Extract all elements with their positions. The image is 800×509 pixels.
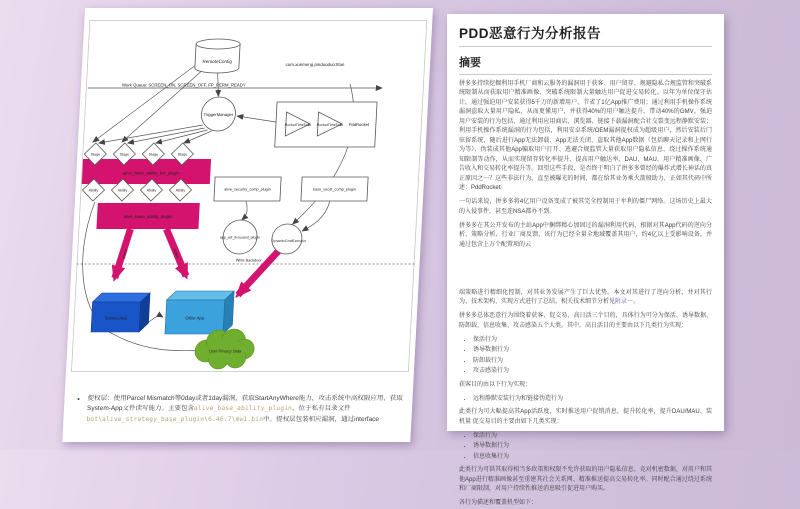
footnote-item: [86, 394, 405, 425]
svg-text:Ability: Ability: [88, 188, 99, 193]
svg-text:RemoteConfig: RemoteConfig: [202, 59, 233, 64]
acquisition-paragraph: 获客目的由以下行为实现：: [459, 381, 532, 388]
pdd-rocket-label: PddRocket: [348, 122, 370, 127]
paragraph-4-tail: 。: [633, 299, 640, 306]
report-title: PDD恶意行为分析报告: [459, 26, 602, 41]
attack-label: Attack: [121, 249, 129, 260]
other-app-label: Other App: [185, 315, 205, 321]
appendix-link[interactable]: 附录一: [615, 299, 634, 306]
list-item: • 诱导数据行为: [473, 442, 712, 451]
abstract-paragraph-2: 一句话来说，拼多多将4亿用户设备变成了被其完全控制用于牟利的僵尸网络。这场历史上最大的入侵事件，甚至连NSA都办不到。: [459, 199, 712, 215]
rocket-task-label: RocketTimeTask: [316, 123, 344, 127]
system-app-node: [91, 293, 150, 332]
diagram-page: [62, 8, 433, 442]
remote-config-node: [195, 39, 241, 73]
coverage-intro-paragraph: 各行为描述和覆盖机型如下：: [459, 500, 538, 507]
svg-text:Stage: Stage: [90, 152, 101, 157]
svg-text:app_sdt_thousand_plugin: app_sdt_thousand_plugin: [219, 235, 261, 240]
footnote-text-1: 提权层：使用Parcel Mismatch等0day或者1day漏洞，获取StartAnyWhere能力，攻击系统中高权限应用，获取System-App文件读写能力。主要包含: [86, 395, 404, 413]
list-item: • 保活行为: [473, 336, 712, 345]
thousand-plugin-node: [219, 220, 261, 254]
ability-plugin-label: alive_base_ability_plugin: [123, 214, 173, 219]
page-break-gap: [459, 254, 712, 284]
secdt-plugin-node: [301, 177, 368, 201]
footnote-code-1: alive_base_ability_plugin: [193, 405, 293, 413]
behavior-overview-paragraph: 拼多多总体恶意行为围绕着获客、促交易、高日活三个目的，具体行为可分为保活、诱导数据、防卸载、信息收集、攻击感染五个大类。其中，高日活目的主要由以下几类行为实现：: [459, 313, 712, 329]
trigger-manager-node: [201, 97, 237, 131]
package-name-label: com.xunmeng.pinduoduo:titan: [285, 62, 345, 67]
cmd-executor-node: [271, 224, 308, 254]
paragraph-4-text: 端策略进行精细化控制，对其业务发展产生了巨大优势。本文对其进行了逆向分析，并对其行为、技术架构、实现方式进行了总结，相关技术细节分析见: [459, 289, 712, 306]
svg-text:alive_security_comp_plugin: alive_security_comp_plugin: [224, 187, 271, 192]
list-item: • 防卸载行为: [473, 357, 712, 366]
list-item: • 远程静默安装行为和链接伪造行为: [473, 395, 712, 404]
abstract-paragraph-3: 拼多多在其公开发布的主站App中捆绑精心加固过的漏洞利用代码，根据对其App代码的逆向分析、策略分析、行业厂商反馈，该行为已经全量全地域覆盖其用户，约4亿以上受影响设备，并通过包含上万个配置项的云: [459, 222, 712, 248]
pdd-rocket-node: [275, 102, 377, 147]
heading-divider: [459, 74, 712, 75]
privacy-cloud-label: User Privacy Data: [208, 348, 242, 354]
svg-text:Stage: Stage: [177, 152, 188, 157]
transaction-behavior-list: [473, 432, 712, 462]
svg-text:Stage: Stage: [148, 152, 159, 157]
rocket-task-label: RocketTimeTask: [284, 123, 312, 127]
svg-text:Ability: Ability: [146, 188, 157, 193]
svg-text:Ability: Ability: [117, 188, 128, 193]
svg-text:Stage: Stage: [119, 152, 130, 157]
footnote-text-3: 中。提权层包装相应漏洞，通过interface: [262, 415, 380, 423]
transaction-paragraph: 此类行为可大幅提高其App活跃度，实时推送用户促销消息，提升转化率，提升DAU/MAU、装机量 促交易目的主要由如下几类实现：: [459, 409, 712, 425]
title-divider: [459, 46, 712, 47]
svg-text:base_secdt_comp_plugin: base_secdt_comp_plugin: [312, 187, 357, 192]
report-page: [447, 14, 724, 507]
footnote-code-2: bot\alive_strategy_base_plugin\6.46.7\mw1.bin: [86, 415, 264, 423]
list-item: • 攻击感染行为: [473, 367, 712, 376]
svg-text:DynamicCmdExecutor: DynamicCmdExecutor: [271, 239, 307, 243]
biz-plugin-label: alive_base_ability_biz_plugin: [122, 170, 180, 176]
attack-label: Attack: [172, 248, 180, 259]
system-app-label: System App: [104, 315, 128, 321]
daily-active-behavior-list: [473, 336, 712, 377]
svg-text:TriggerManager: TriggerManager: [203, 112, 234, 117]
list-item: • 保活行为: [473, 432, 712, 441]
diagram-footnote: [75, 394, 405, 425]
list-item: • 信息收集行为: [473, 453, 712, 462]
security-plugin-node: [214, 177, 281, 201]
privacy-impact-paragraph: 此类行为可供其取得相当多政策和权限不允许获取的用户隐私信息、竞对机密数据，对用户和其他App进行精准画像甚至重建其社会关系网、精准推送提高交易转化率。同时配合通过绕过系统和厂商限制，对用户持续性推送消息吸引促进用户购买。: [459, 467, 712, 493]
list-item: • 诱导数据行为: [473, 346, 712, 355]
abstract-heading: 摘要: [459, 57, 481, 69]
acquisition-behavior-list: [473, 395, 712, 404]
work-queue-label: Work Queue: SCREEN_ON, SCREEN_OFF, FP_PERM_READY: [121, 82, 246, 88]
svg-text:Ability: Ability: [175, 188, 186, 193]
footnote-text-2: ，位于私有目录文件: [291, 405, 351, 413]
abstract-paragraph-1: 拼多多持续挖掘利用手机厂商和云服务的漏洞用于获客、用户留存、规避隐私合规监管和突破系统限制从而获取用户精准画像、突破系统限制大量触达用户促进交易转化。以年为单位保守估计，通过强迫用户安装获得5千万的新增用户，节省了1亿App推广费用；通过利用手机操作系统漏洞盗取大量用户隐私，从而更懂用户，并获得40%的用户触达提升，带动40%的GMV。强迫用户安装的行为包括，通过利用应用商店、浏览器、链接下载漏洞配合社交裂变远程静默安装；利用手机操作系统漏洞的行为包括，利用安卓系统/OEM漏洞提权成为超级用户，然后安装后门驻留系统，随后进行App无法卸载、App无法关闭、盗取其他App数据（包括聊天记录和上网行为等）、伪装成其他App骗取用户打开、逃避合规监管大量获取用户隐私信息、绕过操作系统通知限制等动作，从而实现留存转化率提升、提高用户触达率、DAU、MAU、用户精准画像、广告收入和交易转化率提升等。回望这些手段，是否终于明白了拼多多曾经的爆炸式增长神话的真正原因之一？这些非法行为，直至被曝光的时间，都在给其业务乘火箭般助力，正如其代码中所述：PddRocket。: [459, 81, 712, 192]
other-app-node: [165, 291, 234, 334]
write-backdoor-label: Write Backdoor: [235, 258, 262, 263]
architecture-diagram: [71, 20, 428, 380]
abstract-paragraph-4: [459, 289, 712, 308]
